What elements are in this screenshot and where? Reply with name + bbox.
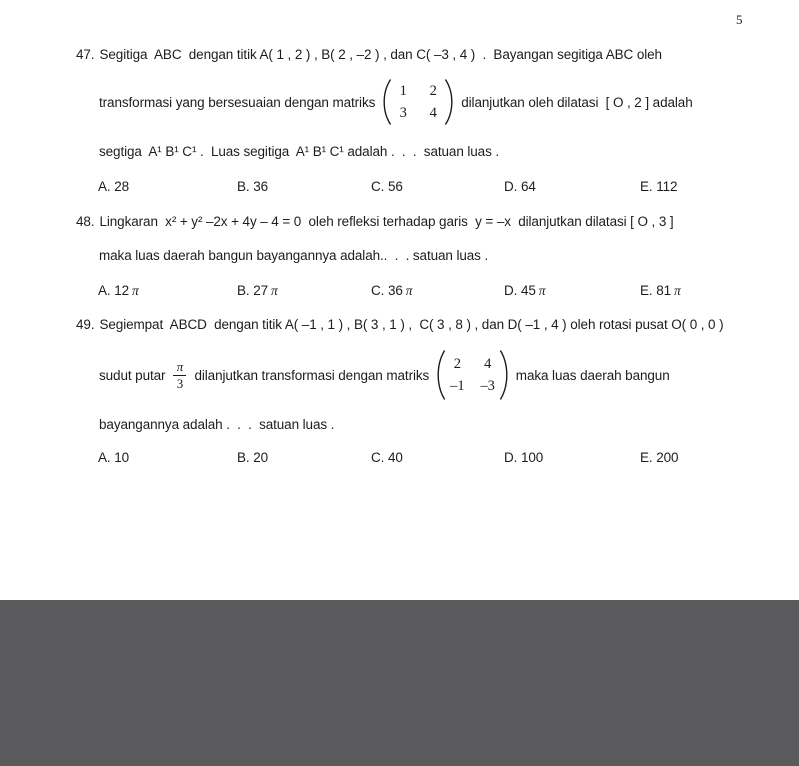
- matrix-cell: 3: [399, 104, 407, 121]
- question-49-line2: [99, 348, 670, 402]
- matrix-cell: 1: [399, 82, 407, 99]
- question-48-text: Lingkaran x² + y² –2x + 4y – 4 = 0 oleh refleksi terhadap garis y = –x dilanjutkan dilatasi [ O , 3 ]: [99, 214, 674, 229]
- option: D. 100: [504, 450, 544, 465]
- matrix-cell: –3: [480, 377, 495, 394]
- question-48-number: 48.: [76, 214, 95, 229]
- matrix-paren-right-icon: [499, 349, 509, 401]
- option: E. 112: [640, 179, 678, 194]
- option: B. 36: [237, 179, 269, 194]
- question-48-line2: maka luas daerah bangun bayangannya adalah.. . . satuan luas .: [99, 248, 489, 263]
- option: E. 200: [640, 450, 679, 465]
- question-49-line2-suffix: maka luas daerah bangun: [515, 367, 670, 383]
- matrix-cell: 4: [429, 104, 437, 121]
- matrix-paren-left-icon: [382, 78, 392, 126]
- question-49-line2-prefix: sudut putar: [99, 367, 166, 383]
- option: A. 28: [98, 179, 130, 194]
- option: C. 36 π: [371, 283, 413, 298]
- option: A. 10: [98, 450, 130, 465]
- bottom-toolbar: [0, 600, 799, 766]
- question-49-line3: bayangannya adalah . . . satuan luas .: [99, 417, 335, 432]
- page-number: 5: [736, 12, 743, 27]
- matrix-47: [382, 78, 454, 126]
- matrix-cell: 2: [429, 82, 437, 99]
- question-47-text: Segitiga ABC dengan titik A( 1 , 2 ) , B( 2 , –2 ) , dan C( –3 , 4 ) . Bayangan segitiga ABC oleh: [99, 47, 662, 62]
- matrix-paren-left-icon: [436, 349, 446, 401]
- question-47-line2-prefix: transformasi yang bersesuaian dengan matriks: [99, 94, 376, 110]
- question-48-line1: [76, 213, 674, 231]
- option: D. 64: [504, 179, 536, 194]
- fraction-pi-over-3: $\frac{\pi}{3}$: [173, 360, 186, 390]
- option: B. 27 π: [237, 283, 278, 298]
- question-47-line2: [99, 77, 693, 127]
- question-49-line2-mid: dilanjutkan transformasi dengan matriks: [194, 367, 430, 383]
- question-47-line2-suffix: dilanjutkan oleh dilatasi [ O , 2 ] adalah: [461, 94, 693, 110]
- matrix-49: [436, 349, 509, 401]
- option: B. 20: [237, 450, 269, 465]
- option: C. 40: [371, 450, 403, 465]
- question-49-number: 49.: [76, 317, 95, 332]
- question-47-number: 47.: [76, 47, 95, 62]
- option: A. 12 π: [98, 283, 139, 298]
- matrix-cell: 4: [484, 355, 492, 372]
- matrix-cell: 2: [453, 355, 461, 372]
- matrix-paren-right-icon: [444, 78, 454, 126]
- option: D. 45 π: [504, 283, 546, 298]
- question-47-line1: [76, 46, 662, 64]
- option: E. 81 π: [640, 283, 681, 298]
- matrix-cell: –1: [450, 377, 465, 394]
- question-49-line1: [76, 316, 724, 334]
- question-49-text: Segiempat ABCD dengan titik A( –1 , 1 ) , B( 3 , 1 ) , C( 3 , 8 ) , dan D( –1 , 4 ) oleh rotasi pusat O( 0 , 0 ): [99, 317, 724, 332]
- question-47-line3: segtiga A¹ B¹ C¹ . Luas segitiga A¹ B¹ C¹ adalah . . . satuan luas .: [99, 144, 500, 159]
- option: C. 56: [371, 179, 403, 194]
